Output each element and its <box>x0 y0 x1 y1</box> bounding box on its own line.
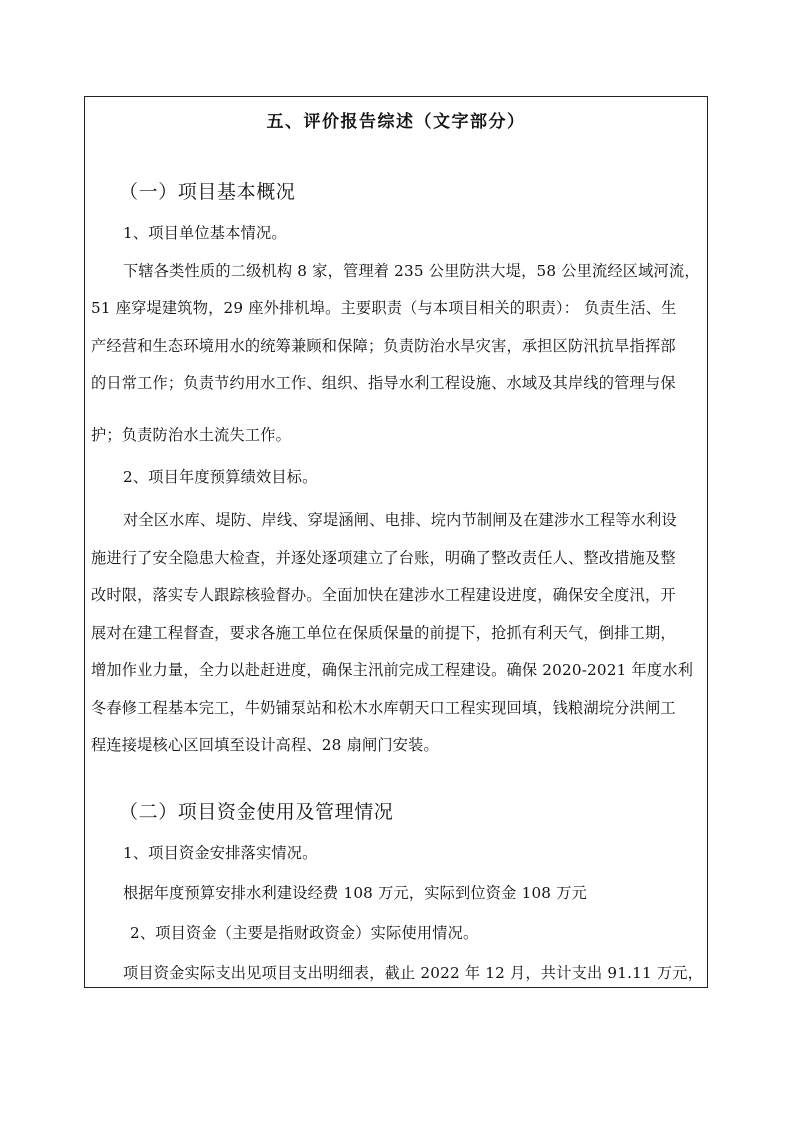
paragraph-line: 增加作业力量，全力以赴赶进度，确保主汛前完成工程建设。确保 2020-2021 年度水利 <box>91 661 694 679</box>
page-title: 五、评价报告综述（文字部分） <box>266 112 526 132</box>
paragraph-line: 51 座穿堤建筑物，29 座外排机埠。主要职责（与本项目相关的职责）： 负责生活、生 <box>91 299 677 317</box>
paragraph-line: 下辖各类性质的二级机构 8 家，管理着 235 公里防洪大堤，58 公里流经区域河流， <box>123 262 700 280</box>
paragraph-line: 改时限，落实专人跟踪核验督办。全面加快在建涉水工程建设进度，确保安全度汛，开 <box>91 586 676 604</box>
subsection-label: 2、项目资金（主要是指财政资金）实际使用情况。 <box>130 924 479 942</box>
subsection-label: 1、项目单位基本情况。 <box>123 224 287 242</box>
paragraph-line: 护；负责防治水土流失工作。 <box>91 426 292 444</box>
paragraph-line: 对全区水库、堤防、岸线、穿堤涵闸、电排、垸内节制闸及在建涉水工程等水利设 <box>123 511 677 529</box>
paragraph-line: 冬春修工程基本完工，牛奶铺泵站和松木水库朝天口工程实现回填，钱粮湖垸分洪闸工 <box>91 699 676 717</box>
paragraph-line: 项目资金实际支出见项目支出明细表，截止 2022 年 12 月，共计支出 91.11 万元， <box>123 964 704 982</box>
paragraph-line: 的日常工作；负责节约用水工作、组织、指导水利工程设施、水域及其岸线的管理与保 <box>91 374 676 392</box>
paragraph-line: 施进行了安全隐患大检查，并逐处逐项建立了台账，明确了整改责任人、整改措施及整 <box>91 549 676 567</box>
subsection-label: 2、项目年度预算绩效目标。 <box>123 468 318 486</box>
section-heading-1: （一）项目基本概况 <box>119 181 296 203</box>
paragraph-line: 程连接堤核心区回填至设计高程、28 扇闸门安装。 <box>91 736 439 754</box>
subsection-label: 1、项目资金安排落实情况。 <box>123 844 318 862</box>
paragraph-line: 根据年度预算安排水利建设经费 108 万元，实际到位资金 108 万元 <box>123 884 587 902</box>
section-heading-2: （二）项目资金使用及管理情况 <box>119 801 394 823</box>
paragraph-line: 展对在建工程督查，要求各施工单位在保质保量的前提下，抢抓有利天气，倒排工期， <box>91 624 676 642</box>
paragraph-line: 产经营和生态环境用水的统筹兼顾和保障；负责防治水旱灾害，承担区防汛抗旱指挥部 <box>91 337 676 355</box>
